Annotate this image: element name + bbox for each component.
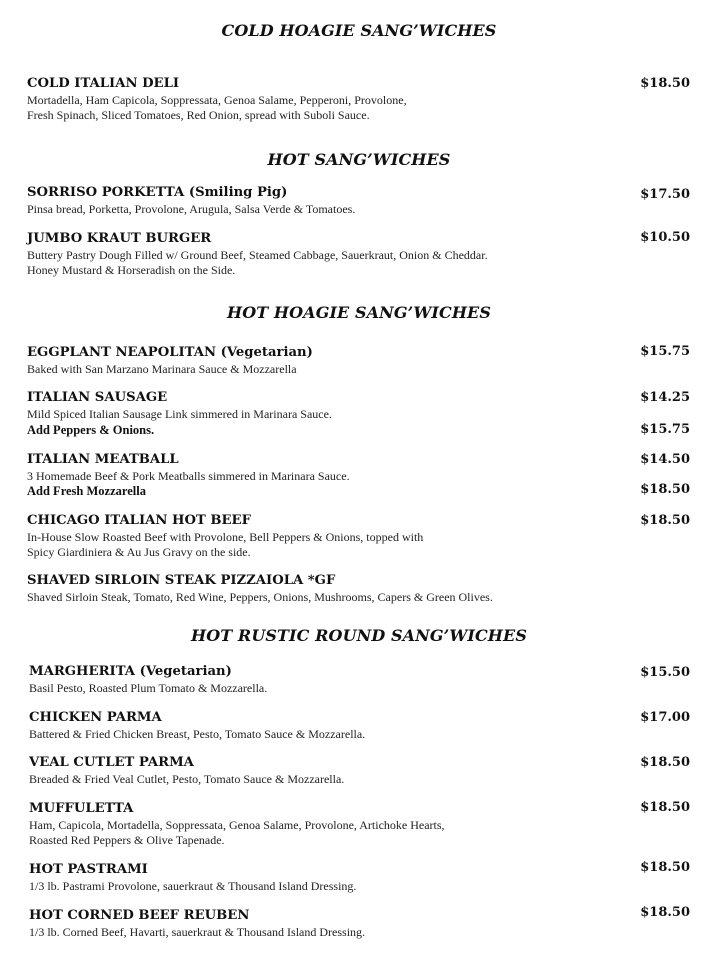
item-name-muffuletta: MUFFULETTA [29, 801, 134, 816]
item-price-hot-corned-beef-reuben: $18.50 [640, 905, 690, 920]
item-name-veal-cutlet-parma: VEAL CUTLET PARMA [29, 755, 194, 770]
item-price-cold-italian-deli: $18.50 [640, 76, 690, 91]
item-addon-italian-meatball: Add Fresh Mozzarella [27, 484, 146, 498]
item-price-muffuletta: $18.50 [640, 800, 690, 815]
item-addon-price-italian-sausage: $15.75 [640, 422, 690, 437]
item-name-italian-sausage: ITALIAN SAUSAGE [27, 390, 168, 405]
item-name-jumbo-kraut-burger: JUMBO KRAUT BURGER [27, 231, 212, 246]
item-desc-italian-meatball: 3 Homemade Beef & Pork Meatballs simmered in Marinara Sauce. [27, 469, 350, 483]
item-price-hot-pastrami: $18.50 [640, 860, 690, 875]
item-name-margherita: MARGHERITA (Vegetarian) [29, 664, 232, 679]
item-name-chicago-italian-hot-beef: CHICAGO ITALIAN HOT BEEF [27, 513, 251, 528]
item-name-chicken-parma: CHICKEN PARMA [29, 710, 162, 725]
item-name-hot-pastrami: HOT PASTRAMI [29, 862, 148, 877]
item-desc-hot-pastrami: 1/3 lb. Pastrami Provolone, sauerkraut & Thousand Island Dressing. [29, 879, 357, 893]
item-desc-hot-corned-beef-reuben: 1/3 lb. Corned Beef, Havarti, sauerkraut & Thousand Island Dressing. [29, 925, 366, 939]
item-desc-italian-sausage: Mild Spiced Italian Sausage Link simmered in Marinara Sauce. [27, 407, 332, 421]
item-desc-eggplant-neapolitan: Baked with San Marzano Marinara Sauce & Mozzarella [27, 362, 297, 376]
item-desc-chicago-italian-hot-beef: In-House Slow Roasted Beef with Provolone, Bell Peppers & Onions, topped with Spicy Giardiniera & Au Jus Gravy on the side. [27, 530, 424, 559]
item-name-sorriso-porketta: SORRISO PORKETTA (Smiling Pig) [27, 185, 288, 200]
item-desc-veal-cutlet-parma: Breaded & Fried Veal Cutlet, Pesto, Tomato Sauce & Mozzarella. [29, 772, 345, 786]
item-desc-muffuletta: Ham, Capicola, Mortadella, Soppressata, Genoa Salame, Provolone, Artichoke Hearts, Roasted Red Peppers & Olive Tapenade. [29, 818, 445, 847]
item-name-cold-italian-deli: COLD ITALIAN DELI [27, 76, 180, 91]
item-price-italian-sausage: $14.25 [640, 390, 690, 405]
item-addon-italian-sausage: Add Peppers & Onions. [27, 423, 155, 437]
item-addon-price-italian-meatball: $18.50 [640, 482, 690, 497]
item-desc-chicken-parma: Battered & Fried Chicken Breast, Pesto, Tomato Sauce & Mozzarella. [29, 727, 366, 741]
item-price-margherita: $15.50 [640, 665, 690, 680]
section-title-hot-hoagie: HOT HOAGIE SANG’WICHES [227, 303, 491, 322]
item-price-chicago-italian-hot-beef: $18.50 [640, 513, 690, 528]
section-title-cold-hoagie: COLD HOAGIE SANG’WICHES [221, 21, 497, 40]
item-desc-jumbo-kraut-burger: Buttery Pastry Dough Filled w/ Ground Beef, Steamed Cabbage, Sauerkraut, Onion & Cheddar. Honey Mustard & Horseradish on the Side. [27, 248, 488, 277]
item-desc-sorriso-porketta: Pinsa bread, Porketta, Provolone, Arugula, Salsa Verde & Tomatoes. [27, 202, 356, 216]
item-name-shaved-sirloin-steak: SHAVED SIRLOIN STEAK PIZZAIOLA *GF [27, 573, 336, 588]
item-desc-cold-italian-deli: Mortadella, Ham Capicola, Soppressata, Genoa Salame, Pepperoni, Provolone, Fresh Spinach, Sliced Tomatoes, Red Onion, spread with Suboli Sauce. [27, 93, 407, 122]
section-title-hot: HOT SANG’WICHES [267, 150, 451, 169]
item-name-hot-corned-beef-reuben: HOT CORNED BEEF REUBEN [29, 908, 250, 923]
item-price-eggplant-neapolitan: $15.75 [640, 344, 690, 359]
item-name-eggplant-neapolitan: EGGPLANT NEAPOLITAN (Vegetarian) [27, 345, 313, 360]
item-name-italian-meatball: ITALIAN MEATBALL [27, 452, 179, 467]
item-price-italian-meatball: $14.50 [640, 452, 690, 467]
section-title-hot-rustic-round: HOT RUSTIC ROUND SANG’WICHES [191, 626, 527, 645]
item-desc-margherita: Basil Pesto, Roasted Plum Tomato & Mozzarella. [29, 681, 268, 695]
item-desc-shaved-sirloin-steak: Shaved Sirloin Steak, Tomato, Red Wine, Peppers, Onions, Mushrooms, Capers & Green Olives. [27, 590, 493, 604]
item-price-sorriso-porketta: $17.50 [640, 187, 690, 202]
item-price-jumbo-kraut-burger: $10.50 [640, 230, 690, 245]
item-price-veal-cutlet-parma: $18.50 [640, 755, 690, 770]
item-price-chicken-parma: $17.00 [640, 710, 690, 725]
